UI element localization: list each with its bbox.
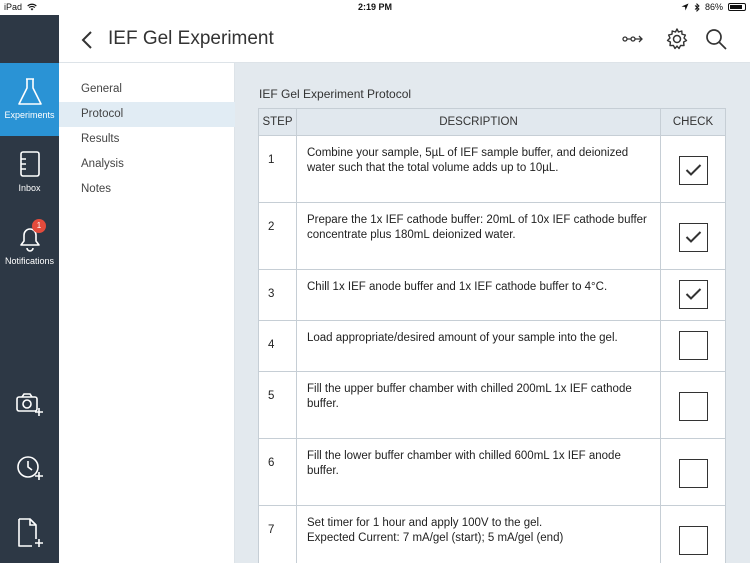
protocol-title: IEF Gel Experiment Protocol <box>259 87 412 101</box>
table-header-row <box>259 109 726 136</box>
status-right <box>681 2 746 12</box>
section-item-analysis[interactable]: Analysis <box>81 158 124 170</box>
table-row <box>259 203 726 270</box>
rail-item-inbox[interactable] <box>0 136 59 209</box>
rail-item-notifications[interactable] <box>0 209 59 282</box>
table-row <box>259 372 726 439</box>
section-item-general[interactable]: General <box>81 83 122 95</box>
checkmark-icon <box>685 163 702 177</box>
back-chevron-icon[interactable] <box>79 29 95 51</box>
page-title: IEF Gel Experiment <box>108 28 274 49</box>
status-bar <box>0 0 750 15</box>
check-cell <box>661 372 726 439</box>
check-cell <box>661 136 726 203</box>
rail-label-inbox: Inbox <box>18 183 41 193</box>
flask-icon <box>17 77 43 107</box>
left-rail <box>0 15 59 563</box>
protocol-table <box>258 108 726 563</box>
step-checkbox[interactable] <box>679 156 708 185</box>
step-number: 1 <box>259 136 297 203</box>
check-cell <box>661 203 726 270</box>
battery-fill <box>730 5 742 9</box>
step-description: Load appropriate/desired amount of your sample into the gel. <box>297 321 661 372</box>
column-header-description: DESCRIPTION <box>297 109 661 136</box>
table-row <box>259 136 726 203</box>
table-row <box>259 270 726 321</box>
search-icon[interactable] <box>704 27 728 51</box>
check-cell <box>661 321 726 372</box>
step-number: 3 <box>259 270 297 321</box>
step-description: Fill the lower buffer chamber with chilled 600mL 1x IEF anode buffer. <box>297 439 661 506</box>
section-item-protocol[interactable]: Protocol <box>59 102 235 127</box>
step-checkbox[interactable] <box>679 280 708 309</box>
step-checkbox[interactable] <box>679 331 708 360</box>
step-checkbox[interactable] <box>679 526 708 555</box>
step-description: Fill the upper buffer chamber with chilled 200mL 1x IEF cathode buffer. <box>297 372 661 439</box>
step-checkbox[interactable] <box>679 459 708 488</box>
step-number: 2 <box>259 203 297 270</box>
checkmark-icon <box>685 287 702 301</box>
section-item-notes[interactable]: Notes <box>81 183 112 195</box>
clock: 2:19 PM <box>357 2 392 12</box>
rail-label-experiments: Experiments <box>4 110 55 120</box>
step-number: 6 <box>259 439 297 506</box>
battery-icon <box>728 3 746 11</box>
bluetooth-icon <box>694 3 700 12</box>
notification-badge: 1 <box>32 219 46 233</box>
step-description: Chill 1x IEF anode buffer and 1x IEF cathode buffer to 4°C. <box>297 270 661 321</box>
gear-icon[interactable] <box>665 27 689 51</box>
check-cell <box>661 439 726 506</box>
step-checkbox[interactable] <box>679 223 708 252</box>
camera-add-icon[interactable] <box>14 388 46 420</box>
check-cell <box>661 506 726 563</box>
step-number: 7 <box>259 506 297 563</box>
location-icon <box>681 3 689 11</box>
step-checkbox[interactable] <box>679 392 708 421</box>
step-description: Set timer for 1 hour and apply 100V to the gel. Expected Current: 7 mA/gel (start); 5 mA/gel (end) <box>297 506 661 563</box>
top-header <box>59 15 750 63</box>
step-number: 5 <box>259 372 297 439</box>
rail-item-experiments[interactable] <box>0 63 59 136</box>
clock-add-icon[interactable] <box>14 452 46 484</box>
step-number: 4 <box>259 321 297 372</box>
checkmark-icon <box>685 230 702 244</box>
rail-label-notifications: Notifications <box>4 256 55 266</box>
section-nav <box>59 63 235 563</box>
carrier-text: iPad <box>4 2 23 12</box>
table-row <box>259 321 726 372</box>
main-content <box>235 63 750 563</box>
section-item-results[interactable]: Results <box>81 133 120 145</box>
table-row <box>259 439 726 506</box>
step-description: Combine your sample, 5µL of IEF sample buffer, and deionized water such that the total volume adds up to 10µL. <box>297 136 661 203</box>
column-header-step: STEP <box>259 109 297 136</box>
document-add-icon[interactable] <box>14 517 46 549</box>
column-header-check: CHECK <box>661 109 726 136</box>
inbox-icon <box>17 150 43 180</box>
share-icon[interactable] <box>621 27 645 51</box>
table-row <box>259 506 726 563</box>
battery-percent: 86% <box>704 2 723 12</box>
step-description: Prepare the 1x IEF cathode buffer: 20mL of 10x IEF cathode buffer concentrate plus 180mL deionized water. <box>297 203 661 270</box>
check-cell <box>661 270 726 321</box>
